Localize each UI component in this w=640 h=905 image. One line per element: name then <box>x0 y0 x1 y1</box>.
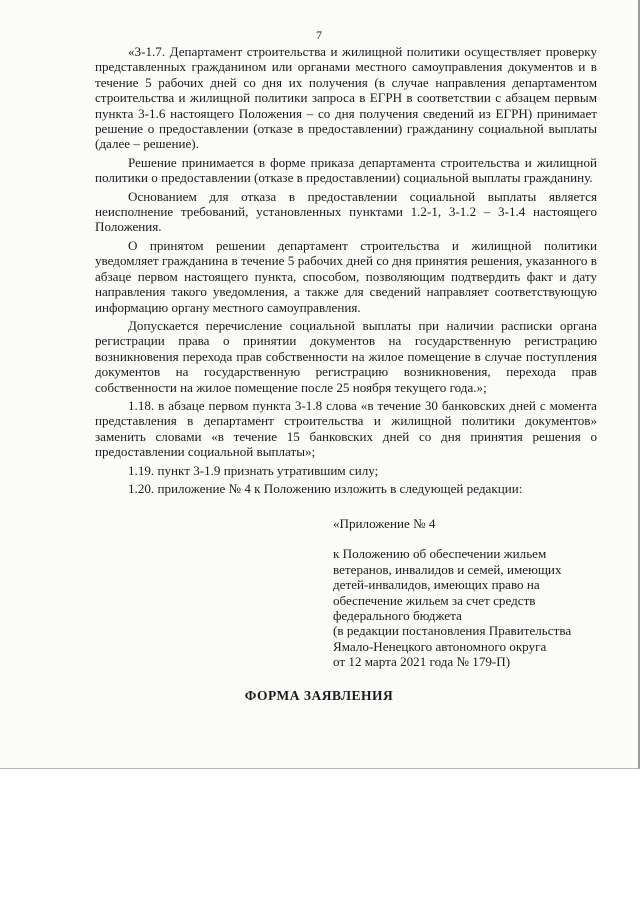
paragraph: 1.19. пункт 3-1.9 признать утратившим силу; <box>128 462 379 478</box>
form-title: ФОРМА ЗАЯВЛЕНИЯ <box>244 688 394 703</box>
appendix-line: (в редакции постановления Правительства <box>333 623 572 639</box>
paragraph: Допускается перечисление социальной выплаты при наличии расписки органа регистрации права о принятии документов на государственную регистрацию возникновения перехода прав собственности на жилое помещение в случае поступления документов на государственную регистрацию возникновения, перехода прав собственности на жилое помещение после 25 ноября текущего года.»; <box>95 317 597 395</box>
document-body <box>95 44 597 496</box>
appendix-line: детей-инвалидов, имеющих право на <box>333 577 540 593</box>
spacer <box>333 531 623 546</box>
page-number: 7 <box>316 28 322 42</box>
appendix-line: Ямало-Ненецкого автономного округа <box>333 638 547 654</box>
appendix-line: федерального бюджета <box>333 608 462 624</box>
appendix-line: от 12 марта 2021 года № 179-П) <box>333 654 511 670</box>
appendix-line: к Положению об обеспечении жильем <box>333 546 547 562</box>
appendix-block <box>333 516 623 670</box>
appendix-line: ветеранов, инвалидов и семей, имеющих <box>333 561 562 577</box>
paragraph: 1.18. в абзаце первом пункта 3-1.8 слова «в течение 30 банковских дней с момента представления в департамент строительства и жилищной политики документов» заменить словами «в течение 15 банковских дней со дня принятия решения о предоставлении социальной выплаты»; <box>95 397 597 460</box>
paragraph: О принятом решении департамент строительства и жилищной политики уведомляет гражданина в течение 5 рабочих дней со дня принятия решения, указанного в абзаце первом настоящего пункта, способом, позволяющим подтвердить факт и дату направления такого уведомления, а также для сведений направляет соответствующую информацию органу местного самоуправления. <box>95 237 597 315</box>
paragraph: 1.20. приложение № 4 к Положению изложить в следующей редакции: <box>128 480 523 496</box>
paragraph: «3-1.7. Департамент строительства и жилищной политики осуществляет проверку представленных гражданином или органами местного самоуправления документов и в течение 5 рабочих дней со дня их получения (в случае направления департаментом строительства и жилищной политики запроса в ЕГРН в соответствии с абзацем первым пункта 3-1.6 настоящего Положения – со дня получения сведений из ЕГРН) принимает решение о предоставлении (отказе в предоставлении) гражданину социальной выплаты (далее – решение). <box>95 44 597 152</box>
appendix-heading: «Приложение № 4 <box>333 516 436 531</box>
paragraph: Решение принимается в форме приказа департамента строительства и жилищной политики о предоставлении (отказе в предоставлении) социальной выплаты гражданину. <box>95 154 597 186</box>
paragraph: Основанием для отказа в предоставлении социальной выплаты является неисполнение требований, установленных пунктами 1.2-1, 3-1.2 – 3-1.4 настоящего Положения. <box>95 188 597 235</box>
appendix-line: обеспечение жильем за счет средств <box>333 592 536 608</box>
